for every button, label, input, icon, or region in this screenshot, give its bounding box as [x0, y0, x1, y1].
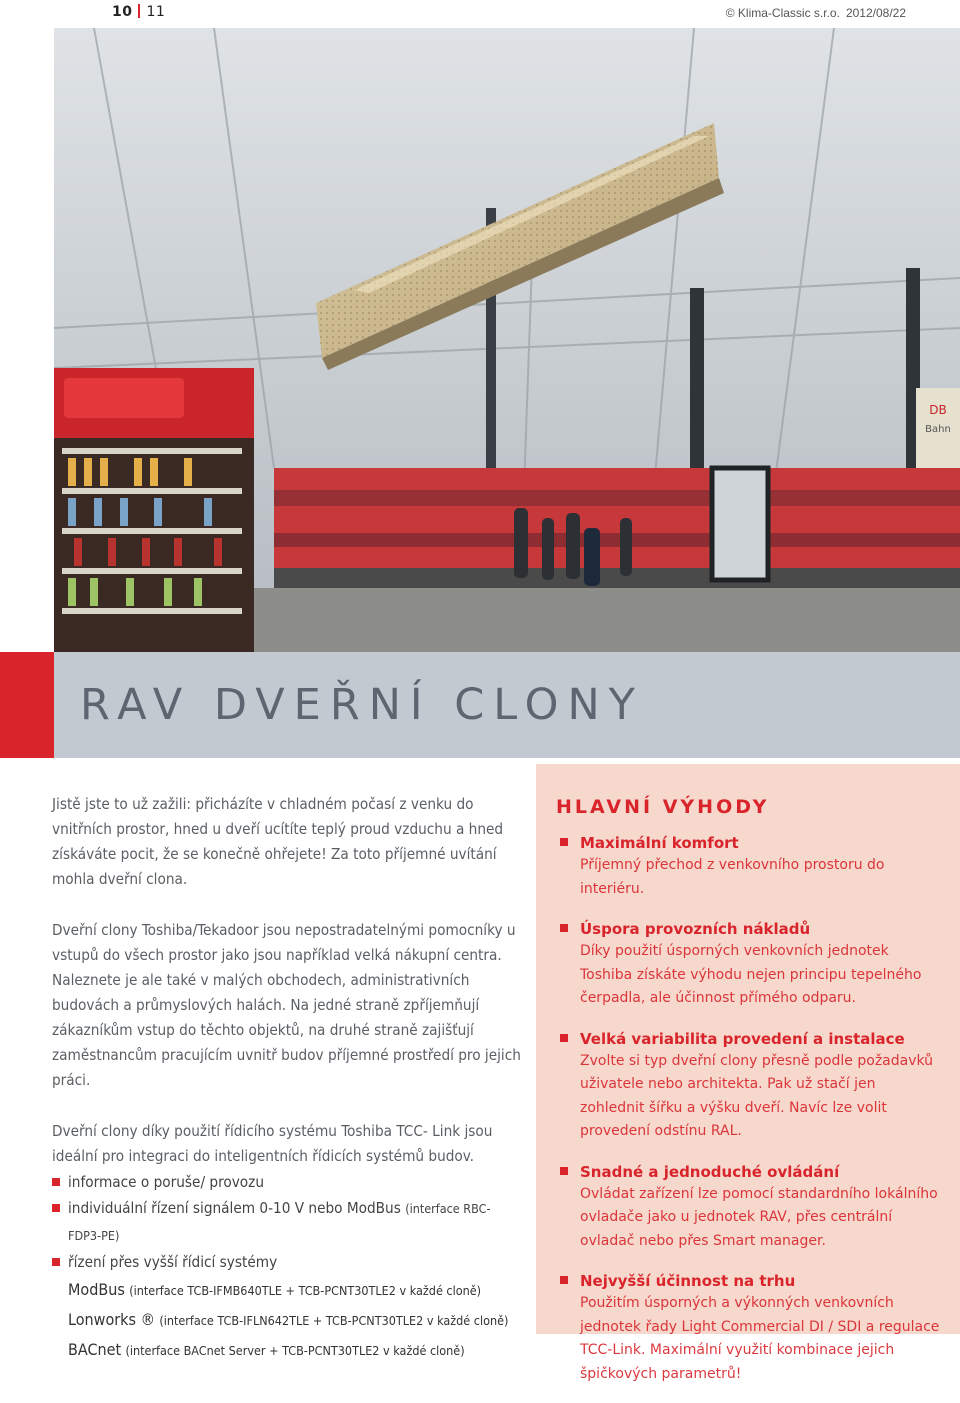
bullet-small-text: (interface RBC- FDP3-PE)	[68, 1201, 491, 1243]
feature-bullet	[52, 1169, 522, 1195]
copyright-text: © Klima-Classic s.r.o.	[725, 6, 840, 20]
page-number-right: 11	[146, 4, 166, 20]
bullet-text: řízení přes vyšší řídicí systémy	[68, 1253, 278, 1271]
advantage-title: Maximální komfort	[580, 834, 739, 852]
copyright-line	[726, 6, 906, 20]
feature-bullet-list	[52, 1169, 522, 1275]
page-title: RAV DVEŘNÍ CLONY	[80, 680, 644, 730]
feature-bullet	[52, 1195, 522, 1249]
intro-paragraph-2: Dveřní clony Toshiba/Tekadoor jsou nepostradatelnými pomocníky u vstupů do všech prostor jako jsou například velká nákupní centra. Naleznete je ale také v malých obchodech, administrativních budovách a průmyslových halách. Na jedné straně zpříjemňují zákazníkům vstup do těchto objektů, na druhé straně zajišťují zaměstnancům pracujícím uvnitř budov příjemné prostředí pro jejich práci.	[52, 921, 521, 1089]
accent-bar	[0, 652, 54, 758]
advantage-description: Díky použití úsporných venkovních jednotek Toshiba získáte výhodu nejen principu tepelného čerpadla, ale účinnost přímého odparu.	[580, 943, 922, 1006]
advantage-item	[560, 918, 940, 1011]
advantage-item	[560, 1270, 940, 1386]
advantage-title: Nejvyšší účinnost na trhu	[580, 1272, 796, 1290]
interface-item	[68, 1305, 522, 1335]
advantage-title: Velká variabilita provedení a instalace	[580, 1029, 905, 1048]
interface-detail: (interface TCB-IFMB640TLE + TCB-PCNT30TLE2 v každé cloně)	[129, 1283, 482, 1298]
feature-bullet	[52, 1249, 522, 1275]
intro-paragraph-1: Jistě jste to už zažili: přicházíte v chladném počasí z venku do vnitřních prostor, hned u dveří ucítíte teplý proud vzduchu a hned získáváte pocit, že se konečně ohřejete! Za toto příjemné uvítání mohla dveřní clona.	[52, 795, 504, 888]
advantage-item	[560, 832, 940, 901]
page-number-left: 10	[112, 4, 133, 20]
document-date: 2012/08/22	[845, 6, 906, 20]
interface-item	[68, 1275, 522, 1305]
interface-name: ModBus	[68, 1280, 125, 1299]
interface-item	[68, 1335, 522, 1365]
station-sign-text-2: Bahn	[925, 424, 951, 435]
intro-paragraph-3: Dveřní clony díky použití řídicího systému Toshiba TCC- Link jsou ideální pro integraci do inteligentních řídicích systémů budov.	[52, 1122, 493, 1165]
station-scene-illustration	[54, 28, 960, 652]
advantages-panel	[536, 764, 960, 1382]
interface-detail: (interface BACnet Server + TCB-PCNT30TLE2 v každé cloně)	[125, 1343, 465, 1358]
advantage-item	[560, 1028, 940, 1144]
title-band	[54, 652, 960, 758]
advantages-heading: HLAVNÍ VÝHODY	[556, 796, 770, 818]
advantage-description: Použitím úsporných a výkonných venkovních jednotek řady Light Commercial DI / SDI a regulace TCC-Link. Maximální využití kombinace jejich špičkových parametrů!	[580, 1295, 940, 1382]
advantage-item	[560, 1161, 940, 1254]
advantage-title: Snadné a jednoduché ovládání	[580, 1162, 840, 1181]
interface-detail: (interface TCB-IFLN642TLE + TCB-PCNT30TLE2 v každé cloně)	[159, 1313, 509, 1328]
bullet-text: informace o poruše/ provozu	[68, 1173, 264, 1191]
advantage-description: Příjemný přechod z venkovního prostoru do interiéru.	[580, 857, 885, 897]
page-number-divider	[138, 4, 140, 18]
advantage-description: Zvolte si typ dveřní clony přesně podle požadavků uživatele nebo architekta. Pak už stačí jen zohlednit šířku a výšku dveří. Navíc lze volit provedení odstínu RAL.	[580, 1052, 934, 1139]
advantage-title: Úspora provozních nákladů	[580, 920, 811, 938]
interface-name: Lonworks ®	[68, 1310, 155, 1329]
page-numbers	[112, 4, 165, 20]
advantage-description: Ovládat zařízení lze pomocí standardního lokálního ovladače jako u jednotek RAV, přes centrální ovladač nebo přes Smart manager.	[580, 1185, 938, 1249]
advantages-list	[560, 832, 940, 1403]
page-header	[0, 0, 960, 28]
intro-column	[52, 792, 522, 1365]
interface-name: BACnet	[68, 1340, 122, 1359]
station-sign-text-1: DB	[929, 403, 947, 417]
hero-photo	[54, 28, 960, 652]
bullet-text: individuální řízení signálem 0-10 V nebo ModBus	[68, 1199, 401, 1217]
interface-list	[52, 1275, 522, 1365]
